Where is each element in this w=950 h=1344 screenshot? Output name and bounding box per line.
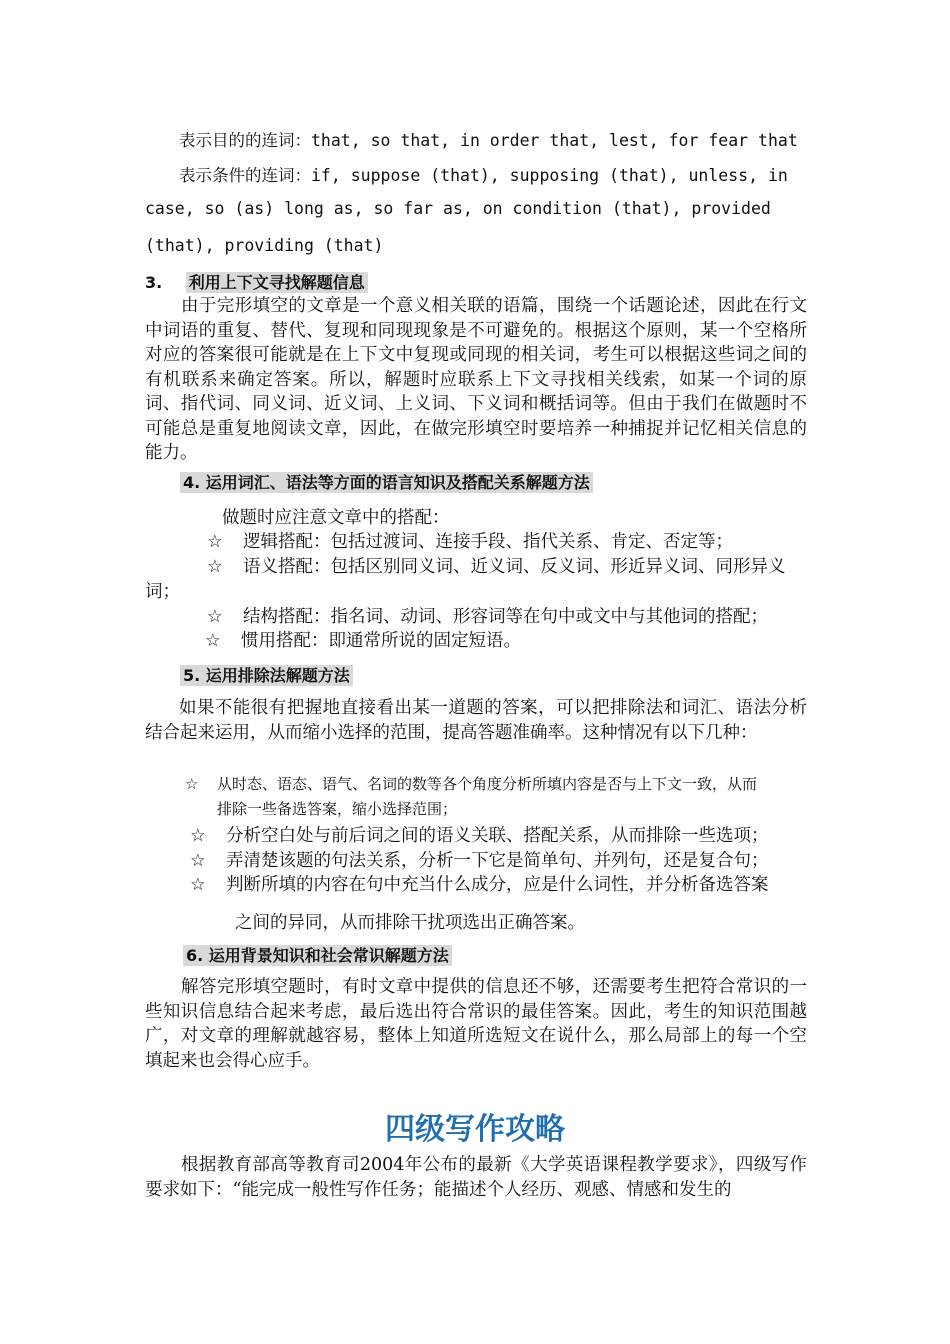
star-icon: ☆ [207, 607, 223, 627]
exclusion-item-2 [190, 822, 769, 847]
section-4-heading [180, 470, 593, 493]
exclusion-item-1 [185, 773, 757, 794]
collocation-item-4 [205, 627, 521, 652]
collocation-item-2 [207, 553, 786, 578]
collocation-item-4-text: 惯用搭配：即通常所说的固定短语。 [241, 631, 521, 651]
exclusion-item-2-text: 分析空白处与前后词之间的语义关联、搭配关系，从而排除一些选项； [226, 826, 769, 846]
star-icon: ☆ [207, 532, 223, 552]
condition-conjunctions-line-2: case, so (as) long as, so far as, on condition (that), provided [145, 199, 771, 218]
exclusion-item-1-line-2: 排除一些备选答案，缩小选择范围； [217, 800, 458, 818]
section-4-title: 4. 运用词汇、语法等方面的语言知识及搭配关系解题方法 [180, 472, 593, 493]
section-3-body: 由于完形填空的文章是一个意义相关联的语篇，围绕一个话题论述，因此在行文中词语的重复、替代、复现和同现现象是不可避免的。根据这个原则，某一个空格所对应的答案很可能就是在上下文中复现或同现的相关词，考生可以根据这些词之间的有机联系来确定答案。所以，解题时应联系上下文寻找相关线索，如某一个词的原词、指代词、同义词、近义词、上义词、下义词和概括词等。但由于我们在做题时不可能总是重复地阅读文章，因此，在做完形填空时要培养一种捕捉并记忆相关信息的能力。 [145, 296, 807, 463]
section-6-heading [183, 943, 452, 966]
condition-conjunctions-line-3: (that), providing (that) [145, 236, 384, 255]
collocation-item-3-text: 结构搭配：指名词、动词、形容词等在句中或文中与其他词的搭配； [243, 607, 768, 627]
section-3-title: 利用上下文寻找解题信息 [186, 272, 368, 293]
collocation-item-2-continuation: 词； [145, 582, 180, 602]
exclusion-item-1-line-1: 从时态、语态、语气、名词的数等各个角度分析所填内容是否与上下文一致，从而 [217, 775, 758, 793]
section-6-body: 解答完形填空题时，有时文章中提供的信息还不够，还需要考生把符合常识的一些知识信息结合起来考虑，最后选出符合常识的最佳答案。因此，考生的知识范围越广，对文章的理解就越容易，整体上知道所选短文在说什么，那么局部上的每一个空填起来也会得心应手。 [145, 977, 807, 1071]
section-3-heading [145, 270, 368, 293]
star-icon: ☆ [205, 631, 221, 651]
exclusion-item-4-line-2: 之间的异同，从而排除干扰项选出正确答案。 [235, 913, 585, 933]
star-icon: ☆ [190, 826, 206, 846]
collocation-item-1 [207, 528, 733, 553]
section-5-heading [180, 663, 353, 686]
section-5-title: 5. 运用排除法解题方法 [180, 665, 353, 686]
section-5-body: 如果不能很有把握地直接看出某一道题的答案，可以把排除法和词汇、语法分析结合起来运用，从而缩小选择的范围，提高答题准确率。这种情况有以下几种： [145, 698, 807, 743]
purpose-conjunctions-line: 表示目的的连词：that, so that, in order that, lest, for fear that [179, 131, 798, 150]
star-icon: ☆ [185, 775, 199, 793]
writing-requirements-body: 根据教育部高等教育司2004年公布的最新《大学英语课程教学要求》，四级写作要求如下：“能完成一般性写作任务；能描述个人经历、观感、情感和发生的 [145, 1155, 807, 1200]
section-6-title: 6. 运用背景知识和社会常识解题方法 [183, 945, 452, 966]
exclusion-item-4-line-1: 判断所填的内容在句中充当什么成分，应是什么词性，并分析备选答案 [226, 875, 769, 895]
collocation-item-3 [207, 603, 768, 628]
exclusion-item-3 [190, 847, 769, 872]
star-icon: ☆ [190, 875, 206, 895]
section-3-number: 3. [145, 273, 163, 292]
exclusion-item-3-text: 弄清楚该题的句法关系，分析一下它是简单句、并列句，还是复合句； [226, 851, 769, 871]
exclusion-item-4 [190, 871, 769, 896]
condition-conjunctions-line-1: 表示条件的连词：if, suppose (that), supposing (that), unless, in [179, 166, 788, 185]
star-icon: ☆ [190, 851, 206, 871]
collocation-item-1-text: 逻辑搭配：包括过渡词、连接手段、指代关系、肯定、否定等； [243, 532, 733, 552]
star-icon: ☆ [207, 557, 223, 577]
writing-strategy-title: 四级写作攻略 [385, 1112, 565, 1147]
section-4-intro: 做题时应注意文章中的搭配： [222, 508, 450, 528]
collocation-item-2-text: 语义搭配：包括区别同义词、近义词、反义词、形近异义词、同形异义 [243, 557, 786, 577]
